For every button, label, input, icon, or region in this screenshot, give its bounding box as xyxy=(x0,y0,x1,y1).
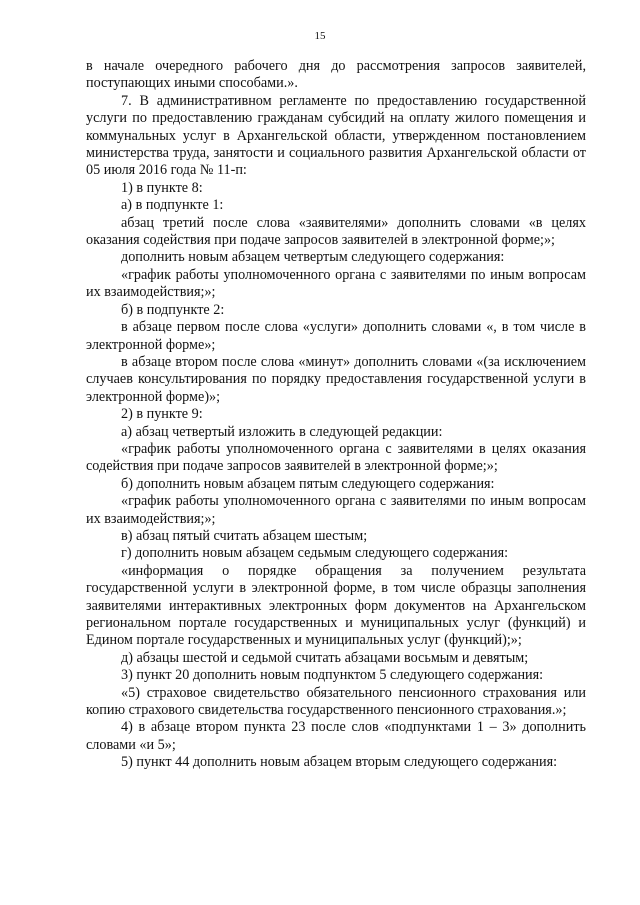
paragraph: в абзаце втором после слова «минут» дополнить словами «(за исключением случаев консультирования по порядку предоставления государственной услуги в электронной форме)»; xyxy=(86,353,586,405)
page-number: 15 xyxy=(314,30,326,42)
paragraph: 7. В административном регламенте по предоставлению государственной услуги по предоставлению гражданам субсидий на оплату жилого помещения и коммунальных услуг в Архангельской области, утвержденном постановлением министерства труда, занятости и социального развития Архангельской области от 05 июля 2016 года № 11-п: xyxy=(86,92,586,179)
paragraph: а) в подпункте 1: xyxy=(121,197,224,214)
paragraph: б) дополнить новым абзацем пятым следующего содержания: xyxy=(121,475,495,492)
paragraph: в абзаце первом после слова «услуги» дополнить словами «, в том числе в электронной форме»; xyxy=(86,319,586,353)
paragraph: абзац третий после слова «заявителями» дополнить словами «в целях оказания содействия при подаче запросов заявителей в электронной форме;»; xyxy=(86,214,586,249)
paragraph: 3) пункт 20 дополнить новым подпунктом 5 следующего содержания: xyxy=(121,667,544,684)
paragraph: «график работы уполномоченного органа с заявителями по иным вопросам их взаимодействия;»; xyxy=(86,493,586,527)
paragraph: «график работы уполномоченного органа с заявителями по иным вопросам их взаимодействия;»; xyxy=(86,266,586,301)
paragraph: в) абзац пятый считать абзацем шестым; xyxy=(121,527,368,544)
paragraph: «5) страховое свидетельство обязательного пенсионного страхования или копию страхового свидетельства государственного пенсионного страхования.»; xyxy=(86,684,586,719)
paragraph: 1) в пункте 8: xyxy=(121,179,203,196)
paragraph: «график работы уполномоченного органа с заявителями в целях оказания содействия при подаче запросов заявителей в электронной форме;»; xyxy=(86,440,586,475)
paragraph: б) в подпункте 2: xyxy=(121,301,225,318)
paragraph: а) абзац четвертый изложить в следующей редакции: xyxy=(121,423,443,440)
paragraph: «информация о порядке обращения за получением результата государственной услуги в электронной форме, в том числе образцы заполнения заявителями интерактивных электронных форм документов на Архангельском региональном портале государственных и муниципальных услуг (функций) и Едином портале государственных и муниципальных услуг (функций);»; xyxy=(86,562,586,649)
paragraph: 4) в абзаце втором пункта 23 после слов «подпунктами 1 – 3» дополнить словами «и 5»; xyxy=(86,719,586,753)
paragraph: дополнить новым абзацем четвертым следующего содержания: xyxy=(121,249,505,266)
paragraph: 2) в пункте 9: xyxy=(121,406,203,423)
document-body xyxy=(86,58,586,772)
paragraph: в начале очередного рабочего дня до рассмотрения запросов заявителей, поступающих иными способами.». xyxy=(86,58,586,92)
paragraph: г) дополнить новым абзацем седьмым следующего содержания: xyxy=(121,545,509,562)
paragraph: 5) пункт 44 дополнить новым абзацем вторым следующего содержания: xyxy=(121,754,558,771)
paragraph: д) абзацы шестой и седьмой считать абзацами восьмым и девятым; xyxy=(121,649,529,666)
